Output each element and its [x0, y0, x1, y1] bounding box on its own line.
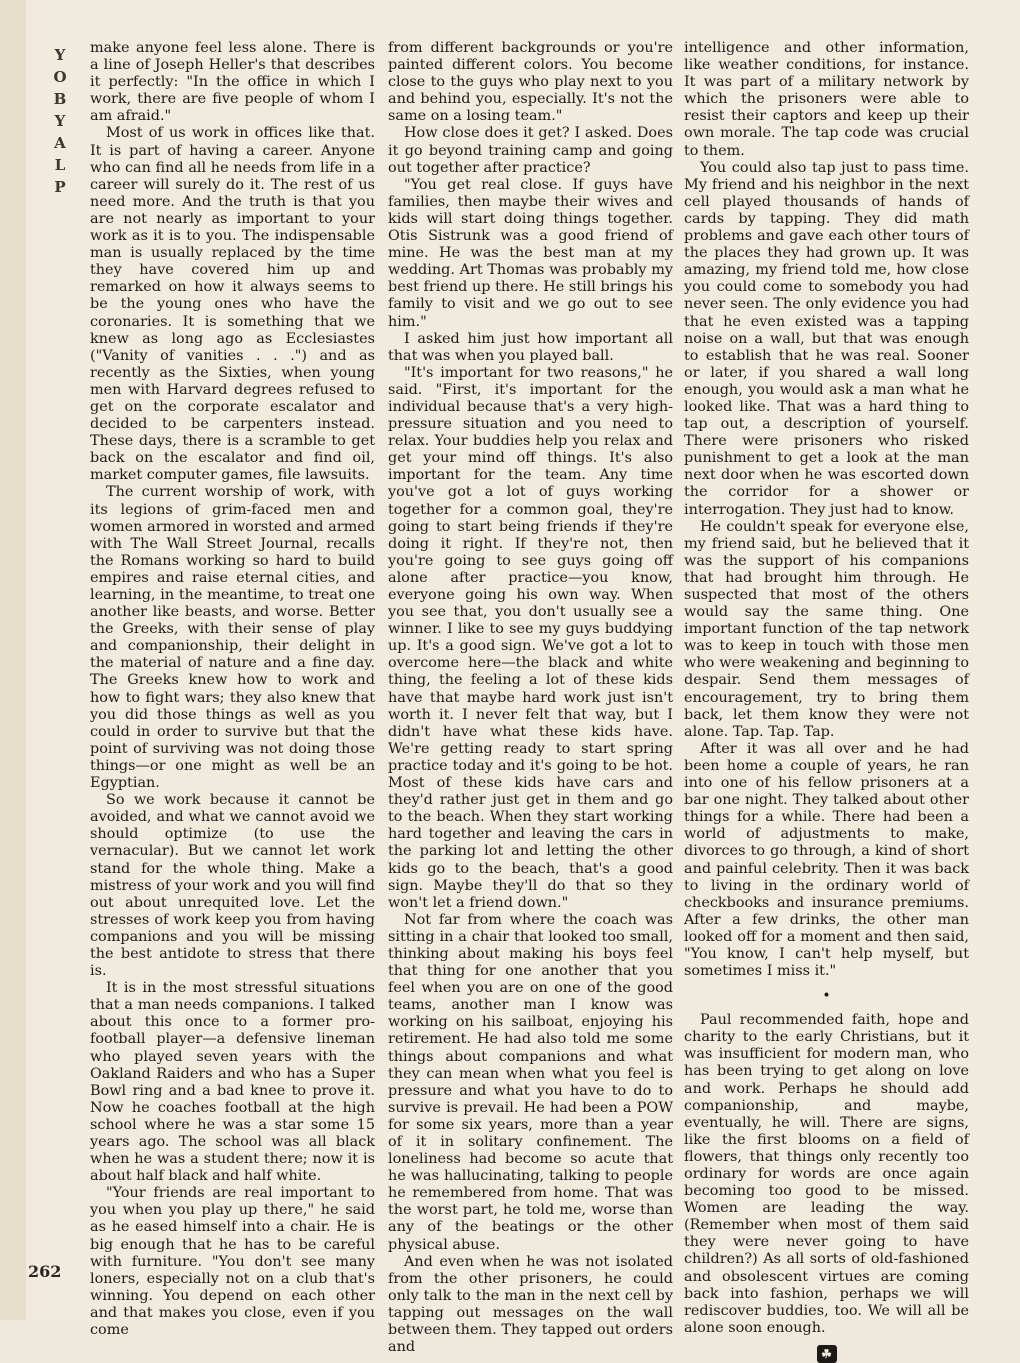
- running-head-letter: B: [53, 90, 67, 108]
- text-column-3: [684, 40, 969, 1361]
- page-number: 262: [28, 1262, 62, 1281]
- running-head-letter: Y: [54, 46, 66, 64]
- running-head-letter: A: [54, 134, 66, 152]
- running-head-letter: P: [54, 178, 66, 196]
- body-paragraph: And even when he was not isolated from the other prisoners, he could only talk to the man in the next cell by tapping out messages on the wall between them. They tapped out orders and: [388, 1253, 673, 1356]
- body-paragraph: Most of us work in offices like that. It is part of having a career. Anyone who can find all he needs from life in a career will surely do it. The rest of us need more. And the truth is that you are not nearly as important to your work as it is to you. The indispensable man is usually replaced by the time they have covered him up and remarked on how it always seems to be the young ones who have the coronaries. It is something that we knew as long ago as Ecclesiastes ("Vanity of vanities . . .") and as recently as the Sixties, when young men with Harvard degrees refused to get on the corporate escalator and decided to be carpenters instead. These days, there is a scramble to get back on the escalator and find oil, market computer games, file lawsuits.: [90, 125, 375, 484]
- body-paragraph: "You get real close. If guys have families, then maybe their wives and kids will start doing things together. Otis Sistrunk was a good friend of mine. He was the best man at my wedding. Art Thomas was probably my best friend up there. He still brings his family to visit and we go out to see him.": [388, 176, 673, 330]
- running-head-letter: Y: [54, 112, 66, 130]
- section-divider-bullet: •: [822, 988, 831, 1005]
- body-paragraph: Not far from where the coach was sitting in a chair that looked too small, thinking about making his boys feel that thing for one another that you feel when you are on one of the good teams, another man I know was working on his sailboat, enjoying his retirement. He had also told me some things about companions and what they can mean when what you feel is pressure and what you have to do to survive is prevail. He had been a POW for some six years, more than a year of it in solitary confinement. The loneliness had become so acute that he was hallucinating, talking to people he remembered from home. That was the worst part, he told me, worse than any of the beatings or the other physical abuse.: [388, 911, 673, 1253]
- body-paragraph: intelligence and other information, like weather conditions, for instance. It was part of a military network by which the prisoners were able to resist their captors and keep up their own morale. The tap code was crucial to them.: [684, 40, 969, 159]
- body-paragraph: After it was all over and he had been home a couple of years, he ran into one of his fellow prisoners at a bar one night. They talked about other things for a while. There had been a world of adjustments to make, divorces to go through, a kind of short and painful celebrity. Then it was back to living in the ordinary world of checkbooks and insurance premiums. After a few drinks, the other man looked off for a moment and then said, "You know, I can't help myself, but sometimes I miss it.": [684, 740, 969, 980]
- text-column-1: [90, 40, 375, 1339]
- body-paragraph: make anyone feel less alone. There is a line of Joseph Heller's that describes it perfectly: "In the office in which I work, there are five people of whom I am afraid.": [90, 40, 375, 125]
- body-paragraph: Paul recommended faith, hope and charity to the early Christians, but it was insufficient for modern man, who has been trying to get along on love and work. Perhaps he should add companionship, and maybe, eventually, he will. There are signs, like the first blooms on a field of flowers, that things only recently too ordinary for words are once again becoming too good to be missed. Women are leading the way. (Remember when most of them said they were never going to have children?) As all sorts of old-fashioned and obsolescent virtues are coming back into fashion, perhaps we will rediscover buddies, too. We will all be alone soon enough.: [684, 1012, 969, 1336]
- running-head: [50, 44, 70, 198]
- body-paragraph: You could also tap just to pass time. My friend and his neighbor in the next cell played thousands of hands of cards by tapping. They did math problems and gave each other tours of the places they had grown up. It was amazing, my friend told me, how close you could come to somebody you had never seen. The only evidence you had that he even existed was a tapping noise on a wall, but that was enough to establish that he was real. Sooner or later, if you shared a wall long enough, you would ask a man what he looked like. That was a hard thing to tap out, a description of yourself. There were prisoners who risked punishment to get a look at the man next door when he was escorted down the corridor for a shower or interrogation. They just had to know.: [684, 159, 969, 518]
- running-head-letter: O: [53, 68, 67, 86]
- body-paragraph: How close does it get? I asked. Does it go beyond training camp and going out together after practice?: [388, 125, 673, 176]
- body-paragraph: So we work because it cannot be avoided, and what we cannot avoid we should optimize (to use the vernacular). But we cannot let work stand for the whole thing. Make a mistress of your work and you will find out about unrequited love. Let the stresses of work keep you from having companions and you will be missing the best antidote to stress that there is.: [90, 792, 375, 980]
- body-paragraph: It is in the most stressful situations that a man needs companions. I talked about this once to a former pro-football player—a defensive lineman who played seven years with the Oakland Raiders and who has a Super Bowl ring and a bad knee to prove it. Now he coaches football at the high school where he was a star some 15 years ago. The school was all black when he was a student there; now it is about half black and half white.: [90, 980, 375, 1185]
- body-paragraph: "It's important for two reasons," he said. "First, it's important for the individual because that's a very high-pressure situation and you need to relax. Your buddies help you relax and get your mind off things. It's also important for the team. Any time you've got a lot of guys working together for a common goal, they're going to start being friends if they're doing it right. If they're not, then you're going to see guys going off alone after practice—you know, everyone going his own way. When you see that, you don't usually see a winner. I like to see my guys buddying up. It's a good sign. We've got a lot to overcome here—the black and white thing, the feeling a lot of these kids have that maybe hard work just isn't worth it. I never felt that way, but I didn't have what these kids have. We're getting ready to start spring practice today and it's going to be hot. Most of these kids have cars and they'd rather just get in them and go to the beach. When they start working hard together and leaving the cars in the parking lot and letting the other kids go to the beach, that's a good sign. Maybe they'll do that so they won't let a friend down.": [388, 364, 673, 911]
- running-head-letter: L: [54, 156, 66, 174]
- body-paragraph: I asked him just how important all that was when you played ball.: [388, 330, 673, 364]
- body-paragraph: The current worship of work, with its legions of grim-faced men and women armored in worsted and armed with The Wall Street Journal, recalls the Romans working so hard to build empires and raise eternal cities, and learning, in the meantime, to treat one another like beasts, and worse. Better the Greeks, with their sense of play and companionship, their delight in the material of nature and a fine day. The Greeks knew how to work and how to fight wars; they also knew that you did those things as well as you could in order to survive but that the point of surviving was not doing those things—or one might as well be an Egyptian.: [90, 484, 375, 792]
- body-paragraph: "Your friends are real important to you when you play up there," he said as he eased himself into a chair. He is big enough that he has to be careful with furniture. "You don't see many loners, especially not on a club that's winning. You depend on each other and that makes you close, even if you come: [90, 1185, 375, 1339]
- body-paragraph: from different backgrounds or you're painted different colors. You become close to the guys who play next to you and behind you, especially. It's not the same on a losing team.": [388, 40, 673, 125]
- page-gutter: [0, 0, 26, 1320]
- end-mark-icon: ☘: [817, 1345, 837, 1363]
- body-paragraph: He couldn't speak for everyone else, my friend said, but he believed that it was the support of his companions that had brought him through. He suspected that most of the others would say the same thing. One important function of the tap network was to keep in touch with those men who were weakening and beginning to despair. Send them messages of encouragement, try to bring them back, let them know they were not alone. Tap. Tap. Tap.: [684, 518, 969, 740]
- text-column-2: [388, 40, 673, 1356]
